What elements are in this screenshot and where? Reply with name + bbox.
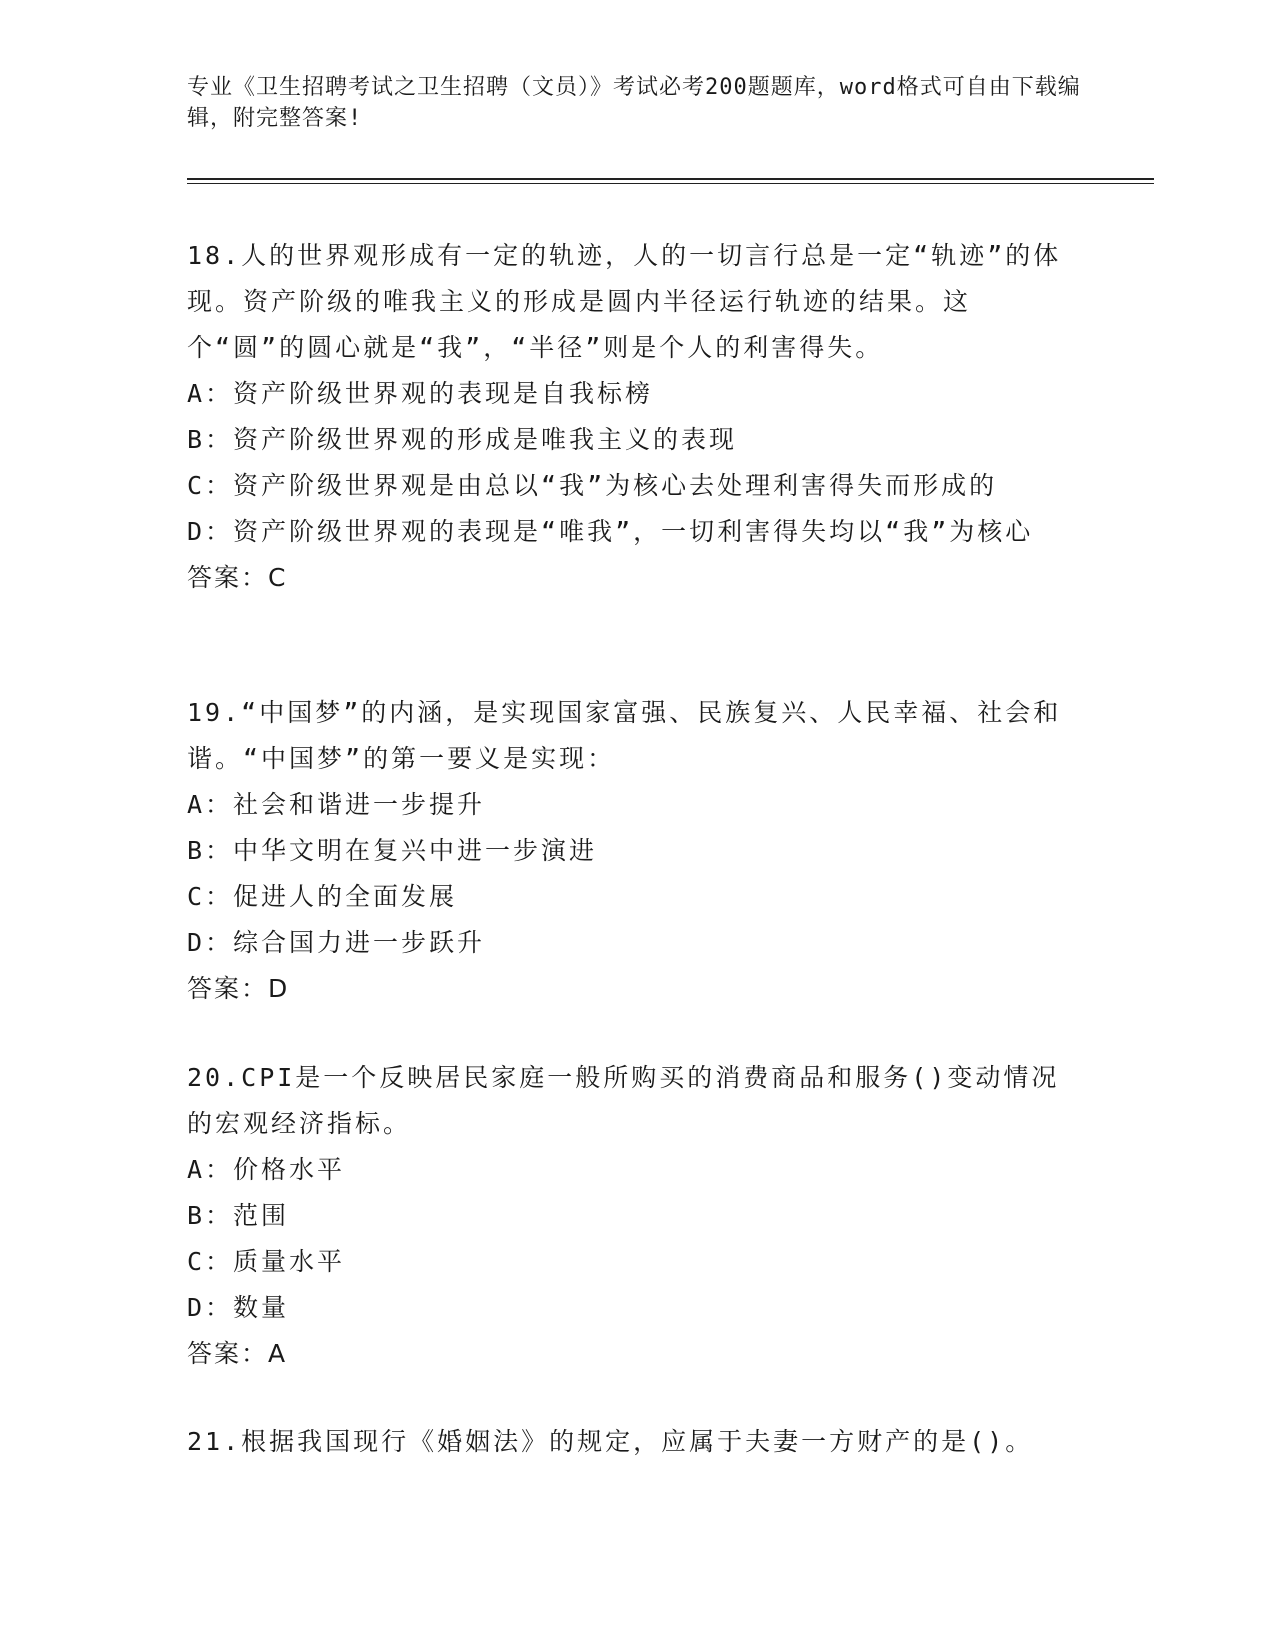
question-stem: 18.人的世界观形成有一定的轨迹，人的一切言行总是一定“轨迹”的体现。资产阶级的唯我主义的形成是圆内半径运行轨迹的结果。这个“圆”的圆心就是“我”，“半径”则是个人的利害得失。 <box>187 241 1062 362</box>
header-divider-thin <box>187 183 1154 184</box>
option-c: C：资产阶级世界观是由总以“我”为核心去处理利害得失而形成的 <box>187 471 998 500</box>
header-divider-thick <box>187 178 1154 180</box>
option-d: D：数量 <box>187 1293 290 1322</box>
document-header: 专业《卫生招聘考试之卫生招聘（文员）》考试必考200题题库，word格式可自由下载编辑，附完整答案! <box>187 75 1081 131</box>
question-19 <box>187 690 1087 1012</box>
question-21 <box>187 1419 1087 1465</box>
option-c: C：质量水平 <box>187 1247 346 1276</box>
question-stem: 20.CPI是一个反映居民家庭一般所购买的消费商品和服务()变动情况的宏观经济指标。 <box>187 1063 1060 1138</box>
question-20 <box>187 1055 1087 1377</box>
question-18 <box>187 233 1087 601</box>
option-d: D：综合国力进一步跃升 <box>187 928 486 957</box>
option-b: B：资产阶级世界观的形成是唯我主义的表现 <box>187 425 738 454</box>
option-b: B：范围 <box>187 1201 290 1230</box>
answer: 答案：D <box>187 974 290 1003</box>
option-a: A：资产阶级世界观的表现是自我标榜 <box>187 379 654 408</box>
option-a: A：价格水平 <box>187 1155 346 1184</box>
question-stem: 19.“中国梦”的内涵，是实现国家富强、民族复兴、人民幸福、社会和谐。“中国梦”的第一要义是实现： <box>187 698 1062 773</box>
question-stem: 21.根据我国现行《婚姻法》的规定，应属于夫妻一方财产的是()。 <box>187 1427 1034 1456</box>
option-d: D：资产阶级世界观的表现是“唯我”，一切利害得失均以“我”为核心 <box>187 517 1034 546</box>
option-c: C：促进人的全面发展 <box>187 882 458 911</box>
answer: 答案：A <box>187 1339 288 1368</box>
option-a: A：社会和谐进一步提升 <box>187 790 486 819</box>
answer: 答案：C <box>187 563 288 592</box>
option-b: B：中华文明在复兴中进一步演进 <box>187 836 598 865</box>
